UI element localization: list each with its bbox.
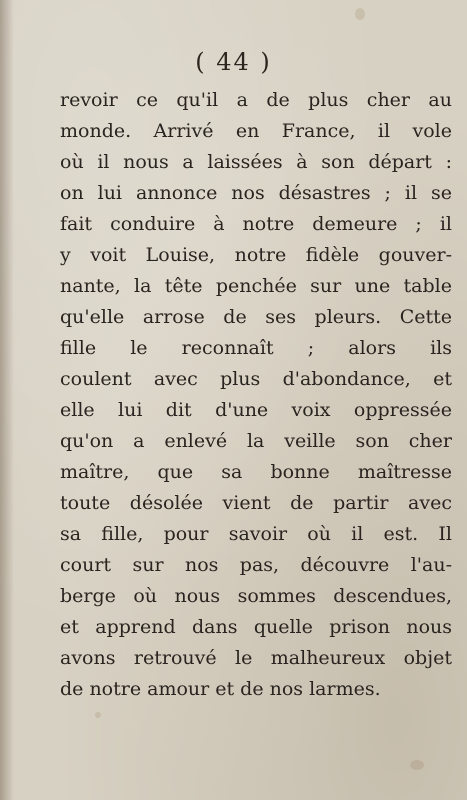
text-line: court sur nos pas, découvre l'au- [60,554,452,576]
text-line: fille le reconnaît ; alors ils [60,337,452,359]
text-line: fait conduire à notre demeure ; il [60,213,452,235]
text-line: qu'on a enlevé la veille son cher [60,430,452,452]
text-line: maître, que sa bonne maîtresse [60,461,452,483]
text-line: avons retrouvé le malheureux objet [60,647,452,669]
text-line: où il nous a laissées à son départ : [60,151,452,173]
body-text [60,85,452,705]
text-line: sa fille, pour savoir où il est. Il [60,523,452,545]
text-line: nante, la tête penchée sur une table [60,275,452,297]
page-number: ( 44 ) [195,48,272,76]
text-line: qu'elle arrose de ses pleurs. Cette [60,306,452,328]
text-line: et apprend dans quelle prison nous [60,616,452,638]
text-line: revoir ce qu'il a de plus cher au [60,89,452,111]
page-gutter-shadow [0,0,14,800]
paper-stain [355,8,365,20]
paper-stain [410,760,424,770]
text-line: on lui annonce nos désastres ; il se [60,182,452,204]
text-line: monde. Arrivé en France, il vole [60,120,452,142]
paper-stain [95,712,101,718]
text-line: y voit Louise, notre fidèle gouver- [60,244,452,266]
text-line: elle lui dit d'une voix oppressée [60,399,452,421]
text-line: coulent avec plus d'abondance, et [60,368,452,390]
text-line: de notre amour et de nos larmes. [60,678,381,700]
text-line: toute désolée vient de partir avec [60,492,452,514]
text-line: berge où nous sommes descendues, [60,585,452,607]
